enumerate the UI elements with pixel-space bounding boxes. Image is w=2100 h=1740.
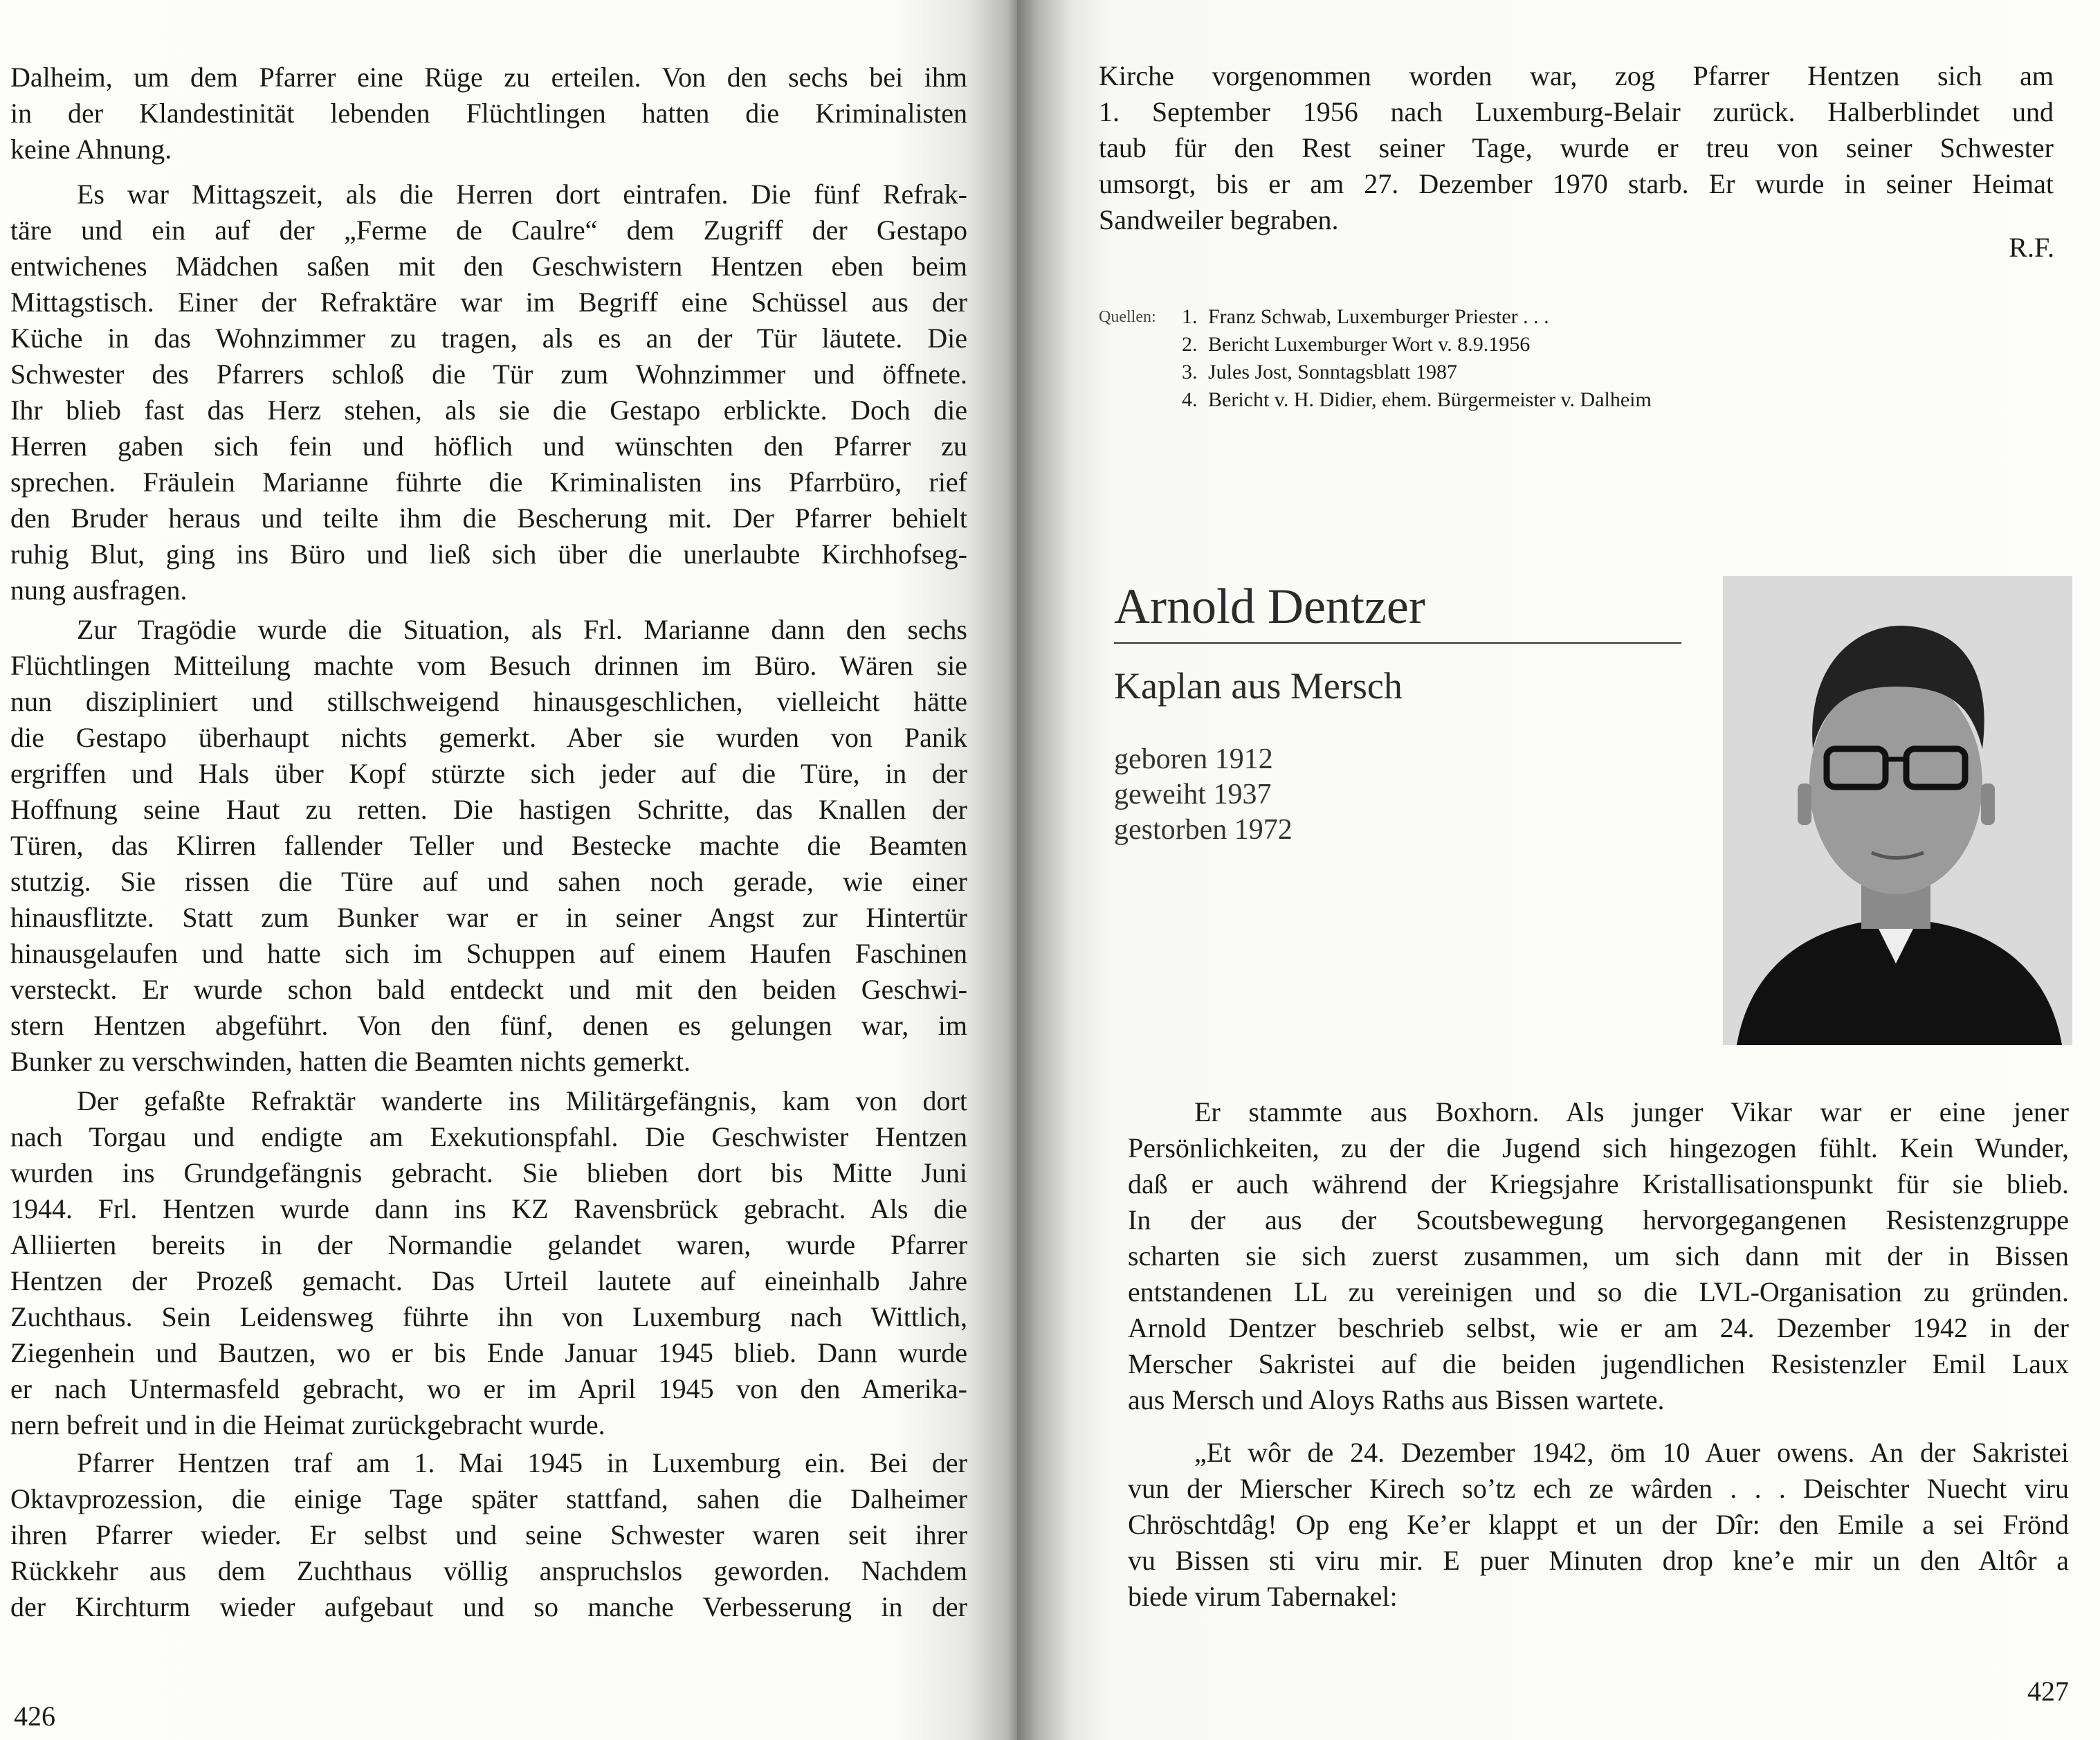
text-line: keine Ahnung. xyxy=(10,134,172,165)
ordination-year: geweiht 1937 xyxy=(1114,779,1272,810)
source-item xyxy=(1099,303,1652,331)
text-line: ruhig Blut, ging ins Büro und ließ sich über die unerlaubte Kirchhofseg- xyxy=(10,538,967,570)
text-line: nung ausfragen. xyxy=(10,574,188,606)
article-title: Arnold Dentzer xyxy=(1114,579,1425,634)
source-text: Bericht v. H. Didier, ehem. Bürgermeister v. Dalheim xyxy=(1208,388,1652,411)
paragraph xyxy=(10,612,967,1080)
text-line: vun der Mierscher Kirech so’tz ech ze wârden . . . Deischter Nuecht viru xyxy=(1128,1473,2069,1504)
text-line: Mittagstisch. Einer der Refraktäre war im Begriff eine Schüssel aus der xyxy=(10,287,967,318)
text-line: Türen, das Klirren fallender Teller und Bestecke machte die Beamten xyxy=(10,830,967,861)
text-line: in der Klandestinität lebenden Flüchtlingen hatten die Kriminalisten xyxy=(10,98,967,129)
source-item xyxy=(1099,386,1652,414)
text-line: hinausflitzte. Statt zum Bunker war er in seiner Angst zur Hintertür xyxy=(10,902,967,933)
text-line: Merscher Sakristei auf die beiden jugendlichen Resistenzler Emil Laux xyxy=(1128,1348,2069,1379)
text-line: den Bruder heraus und teilte ihm die Bescherung mit. Der Pfarrer behielt xyxy=(10,502,967,534)
portrait-photo xyxy=(1723,576,2072,1045)
text-line: Arnold Dentzer beschrieb selbst, wie er am 24. Dezember 1942 in der xyxy=(1128,1312,2069,1343)
source-text: Franz Schwab, Luxemburger Priester . . . xyxy=(1208,305,1549,328)
text-line: Dalheim, um dem Pfarrer eine Rüge zu erteilen. Von den sechs bei ihm xyxy=(10,62,967,93)
article-subtitle: Kaplan aus Mersch xyxy=(1114,665,1403,707)
text-line: Zuchthaus. Sein Leidensweg führte ihn von Luxemburg nach Wittlich, xyxy=(10,1301,967,1332)
left-page xyxy=(0,0,1017,1740)
text-line: täre und ein auf der „Ferme de Caulre“ dem Zugriff der Gestapo xyxy=(10,215,967,246)
text-line: Küche in das Wohnzimmer zu tragen, als es an der Tür läutete. Die xyxy=(10,323,967,354)
text-line: hinausgelaufen und hatte sich im Schuppen auf einem Haufen Faschinen xyxy=(10,938,967,969)
text-line: entstandenen LL zu vereinigen und so die LVL-Organisation zu gründen. xyxy=(1128,1276,2069,1307)
text-line: Hoffnung seine Haut zu retten. Die hastigen Schritte, das Knallen der xyxy=(10,794,967,825)
text-line: ihren Pfarrer wieder. Er selbst und seine Schwester waren seit ihrer xyxy=(10,1519,967,1550)
text-line: Hentzen der Prozeß gemacht. Das Urteil lautete auf eineinhalb Jahre xyxy=(10,1265,967,1296)
author-signature: R.F. xyxy=(2009,232,2054,263)
text-line: Der gefaßte Refraktär wanderte ins Militärgefängnis, kam von dort xyxy=(77,1085,967,1116)
text-line: Chröschtdâg! Op eng Ke’er klappt et un der Dîr: den Emile a sei Frönd xyxy=(1128,1509,2069,1540)
paragraph xyxy=(1128,1435,2069,1615)
paragraph xyxy=(10,1445,967,1625)
paragraph xyxy=(10,1083,967,1443)
text-line: nun diszipliniert und stillschweigend hinausgeschlichen, vielleicht hätte xyxy=(10,686,967,717)
source-number: 2. xyxy=(1182,333,1198,356)
text-line: Herren gaben sich fein und höflich und wünschten den Pfarrer zu xyxy=(10,431,967,462)
text-line: Ihr blieb fast das Herz stehen, als sie die Gestapo erblickte. Doch die xyxy=(10,395,967,426)
source-text: Bericht Luxemburger Wort v. 8.9.1956 xyxy=(1208,333,1531,356)
text-line: Flüchtlingen Mitteilung machte vom Besuch drinnen im Büro. Wären sie xyxy=(10,650,967,681)
text-line: sprechen. Fräulein Marianne führte die Kriminalisten ins Pfarrbüro, rief xyxy=(10,466,967,498)
page-number: 426 xyxy=(14,1701,55,1732)
text-line: Oktavprozession, die einige Tage später stattfand, sahen die Dalheimer xyxy=(10,1483,967,1514)
text-line: umsorgt, bis er am 27. Dezember 1970 starb. Er wurde in seiner Heimat xyxy=(1099,168,2054,199)
text-line: Sandweiler begraben. xyxy=(1099,204,1339,235)
text-line: daß er auch während der Kriegsjahre Kristallisationspunkt für sie blieb. xyxy=(1128,1168,2069,1199)
text-line: taub für den Rest seiner Tage, wurde er treu von seiner Schwester xyxy=(1099,132,2054,163)
life-dates xyxy=(1114,742,1293,848)
text-line: die Gestapo überhaupt nichts gemerkt. Aber sie wurden von Panik xyxy=(10,722,967,753)
text-line: Ziegenhein und Bautzen, wo er bis Ende Januar 1945 blieb. Dann wurde xyxy=(10,1337,967,1368)
text-line: nach Torgau und endigte am Exekutionspfahl. Die Geschwister Hentzen xyxy=(10,1121,967,1152)
source-number: 3. xyxy=(1182,361,1198,383)
sources-list xyxy=(1099,303,1652,414)
text-line: wurden ins Grundgefängnis gebracht. Sie blieben dort bis Mitte Juni xyxy=(10,1157,967,1188)
source-item xyxy=(1099,359,1652,386)
text-line: Bunker zu verschwinden, hatten die Beamten nichts gemerkt. xyxy=(10,1046,691,1077)
paragraph xyxy=(10,60,967,167)
text-line: nern befreit und in die Heimat zurückgebracht wurde. xyxy=(10,1409,605,1440)
source-text: Jules Jost, Sonntagsblatt 1987 xyxy=(1208,361,1458,383)
page-number: 427 xyxy=(2027,1676,2069,1707)
text-line: Schwester des Pfarrers schloß die Tür zum Wohnzimmer und öffnete. xyxy=(10,359,967,390)
text-line: „Et wôr de 24. Dezember 1942, öm 10 Auer owens. An der Sakristei xyxy=(1194,1437,2069,1468)
text-line: biede virum Tabernakel: xyxy=(1128,1581,1398,1612)
paragraph xyxy=(10,176,967,608)
sources-label: Quellen: xyxy=(1099,308,1156,326)
paragraph xyxy=(1128,1094,2069,1418)
text-line: Kirche vorgenommen worden war, zog Pfarrer Hentzen sich am xyxy=(1099,60,2054,91)
text-line: Es war Mittagszeit, als die Herren dort eintrafen. Die fünf Refrak- xyxy=(77,179,967,210)
portrait-image xyxy=(1723,576,2072,1045)
source-item xyxy=(1099,331,1652,359)
text-line: Er stammte aus Boxhorn. Als junger Vikar war er eine jener xyxy=(1194,1096,2069,1127)
paragraph xyxy=(1099,58,2054,238)
text-line: er nach Untermasfeld gebracht, wo er im April 1945 von den Amerika- xyxy=(10,1373,967,1404)
text-line: Alliierten bereits in der Normandie gelandet waren, wurde Pfarrer xyxy=(10,1229,967,1260)
text-line: 1944. Frl. Hentzen wurde dann ins KZ Ravensbrück gebracht. Als die xyxy=(10,1193,967,1224)
text-line: 1. September 1956 nach Luxemburg-Belair zurück. Halberblindet und xyxy=(1099,96,2054,127)
death-year: gestorben 1972 xyxy=(1114,814,1293,846)
birth-year: geboren 1912 xyxy=(1114,743,1273,775)
source-number: 1. xyxy=(1182,305,1198,328)
text-line: stern Hentzen abgeführt. Von den fünf, denen es gelungen war, im xyxy=(10,1010,967,1041)
text-line: scharten sie sich zuerst zusammen, um sich dann mit der in Bissen xyxy=(1128,1240,2069,1271)
text-line: aus Mersch und Aloys Raths aus Bissen wartete. xyxy=(1128,1384,1665,1415)
title-rule xyxy=(1114,642,1681,644)
source-number: 4. xyxy=(1182,388,1198,411)
text-line: Pfarrer Hentzen traf am 1. Mai 1945 in Luxemburg ein. Bei der xyxy=(77,1447,967,1478)
text-line: stutzig. Sie rissen die Türe auf und sahen noch gerade, wie einer xyxy=(10,866,967,897)
text-line: Zur Tragödie wurde die Situation, als Frl. Marianne dann den sechs xyxy=(77,614,967,645)
text-line: versteckt. Er wurde schon bald entdeckt und mit den beiden Geschwi- xyxy=(10,974,967,1005)
text-line: der Kirchturm wieder aufgebaut und so manche Verbesserung in der xyxy=(10,1591,967,1622)
text-line: In der aus der Scoutsbewegung hervorgegangenen Resistenzgruppe xyxy=(1128,1204,2069,1235)
text-line: ergriffen und Hals über Kopf stürzte sich jeder auf die Türe, in der xyxy=(10,758,967,789)
text-line: Rückkehr aus dem Zuchthaus völlig anspruchslos geworden. Nachdem xyxy=(10,1555,967,1586)
text-line: Persönlichkeiten, zu der die Jugend sich hingezogen fühlt. Kein Wunder, xyxy=(1128,1132,2069,1163)
text-line: vu Bissen sti viru mir. E puer Minuten drop kne’e mir un den Altôr a xyxy=(1128,1545,2069,1576)
text-line: entwichenes Mädchen saßen mit den Geschwistern Hentzen eben beim xyxy=(10,251,967,282)
